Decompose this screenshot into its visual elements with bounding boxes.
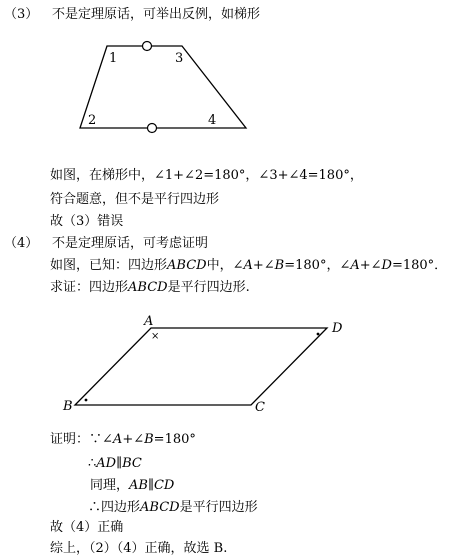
proof-eq: =180° — [153, 432, 196, 447]
parallel-symbol-1: ∥ — [116, 456, 123, 471]
proof-label: 证明： — [50, 432, 90, 447]
angle-label-1: 1 — [109, 51, 118, 66]
proof-line1 — [50, 432, 196, 448]
part3-line2: 符合题意，但不是平行四边形 — [50, 192, 220, 207]
given-a2: A — [350, 258, 360, 273]
angle-a-mark: × — [151, 331, 160, 342]
therefore1: ∴ — [88, 456, 97, 471]
given-a1: A — [243, 258, 253, 273]
bottom-edge-marker — [148, 124, 157, 133]
part4-given-line — [50, 258, 447, 274]
given-eq2: =180°． — [391, 258, 448, 273]
angle-label-2: 2 — [88, 113, 97, 128]
vertex-label-c: C — [255, 400, 265, 415]
final-suffix: 是平行四边形 — [179, 500, 258, 515]
parallelogram-outline — [75, 328, 327, 405]
given-prefix: 如图，已知：四边形 — [50, 258, 168, 273]
prove-suffix: 是平行四边形. — [167, 280, 250, 295]
proof-line4 — [88, 500, 258, 516]
segment-bc: BC — [122, 456, 142, 471]
part4-statement: 不是定理原话，可考虑证明 — [52, 236, 209, 251]
because-text: ∵∠ — [89, 432, 113, 447]
given-b: B — [274, 258, 285, 273]
summary-line: 综上，（2）（4）正确，故选 B. — [50, 541, 228, 556]
given-d: D — [381, 258, 392, 273]
final-shape: ABCD — [140, 500, 180, 515]
proof-a: A — [112, 432, 123, 447]
given-plus2: +∠ — [359, 258, 382, 273]
proof-line2 — [88, 456, 142, 472]
prove-prefix: 求证：四边形 — [50, 280, 129, 295]
parallel-symbol-2: ∥ — [147, 478, 154, 493]
proof-b: B — [144, 432, 154, 447]
vertex-label-d: D — [332, 321, 343, 336]
part3-conclusion: 故（3）错误 — [50, 214, 124, 229]
parallelogram-figure — [62, 314, 343, 415]
part3-statement: 不是定理原话，可举出反例，如梯形 — [52, 7, 261, 22]
part4-prove-line — [50, 280, 250, 296]
similarly-text: 同理， — [90, 478, 130, 493]
given-eq1: =180°，∠ — [284, 258, 351, 273]
part4-conclusion: 故（4）正确 — [50, 520, 124, 535]
angle-d-mark — [317, 333, 320, 336]
proof-line3 — [90, 478, 174, 494]
angle-label-3: 3 — [175, 51, 184, 66]
therefore2: ∴四边形 — [88, 500, 141, 515]
segment-ab: AB — [129, 478, 148, 493]
vertex-label-a: A — [144, 314, 154, 329]
part3-index: （3） — [4, 7, 39, 22]
vertex-label-b: B — [63, 399, 73, 414]
part3-line1: 如图，在梯形中，∠1+∠2=180°，∠3+∠4=180°， — [50, 168, 363, 183]
given-shape: ABCD — [167, 258, 207, 273]
top-edge-marker — [143, 42, 152, 51]
trapezoid-outline — [80, 46, 246, 128]
part4-index: （4） — [4, 236, 39, 251]
given-mid: 中，∠ — [206, 258, 244, 273]
angle-label-4: 4 — [208, 113, 217, 128]
segment-cd: CD — [153, 478, 175, 493]
prove-shape: ABCD — [128, 280, 168, 295]
segment-ad: AD — [96, 456, 117, 471]
given-plus1: +∠ — [252, 258, 275, 273]
angle-b-mark — [85, 399, 88, 402]
proof-plus: +∠ — [122, 432, 145, 447]
